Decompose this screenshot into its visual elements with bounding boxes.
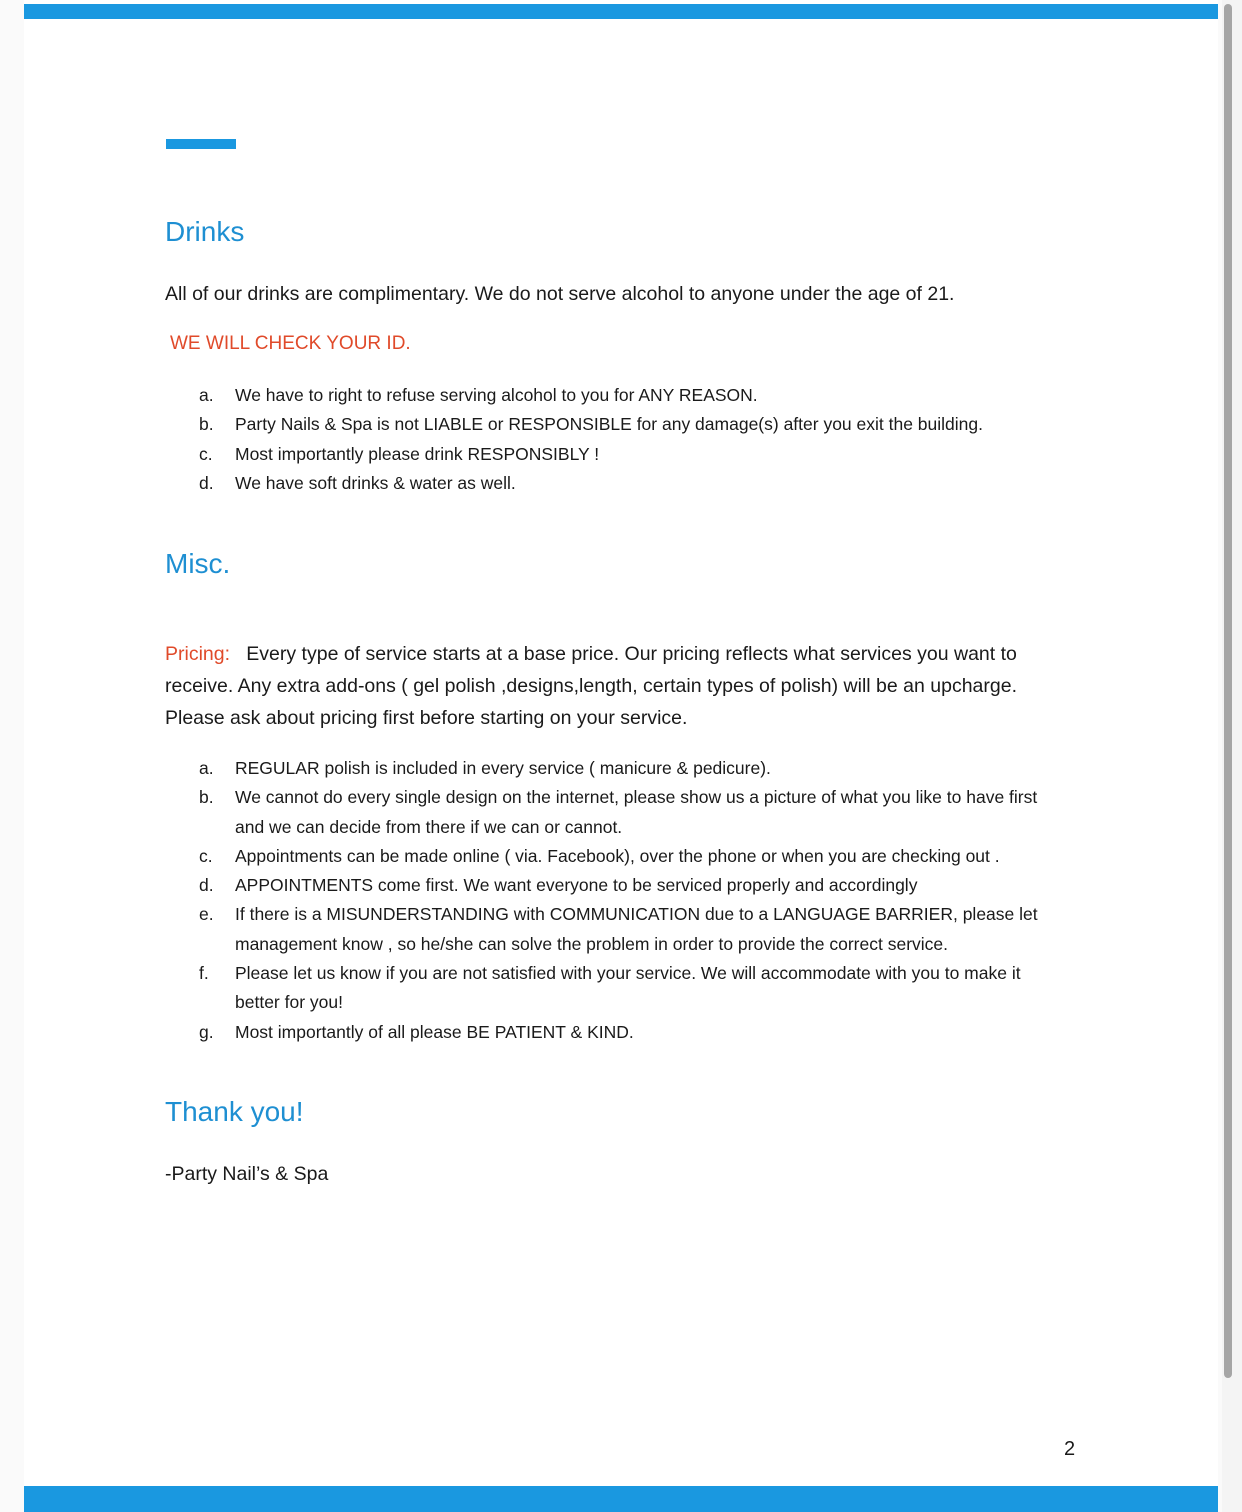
list-item-text: APPOINTMENTS come first. We want everyone to be serviced properly and accordingly	[235, 875, 918, 896]
list-item	[199, 900, 1089, 959]
list-item-text: Most importantly of all please BE PATIENT & KIND.	[235, 1021, 634, 1042]
pricing-label: Pricing:	[165, 643, 231, 665]
list-item-text: We cannot do every single design on the internet, please show us a picture of what you like to have first and we can decide from there if we can or cannot.	[235, 787, 1038, 837]
list-item-text: If there is a MISUNDERSTANDING with COMMUNICATION due to a LANGUAGE BARRIER, please let management know , so he/she can solve the problem in order to provide the correct service.	[235, 904, 1038, 954]
list-marker: f.	[199, 963, 209, 984]
list-marker: e.	[199, 904, 214, 925]
id-warning: WE WILL CHECK YOUR ID.	[170, 333, 411, 354]
list-item-text: We have to right to refuse serving alcohol to you for ANY REASON.	[235, 385, 758, 405]
list-marker: c.	[199, 845, 213, 866]
list-marker: a.	[199, 385, 214, 405]
drinks-heading: Drinks	[165, 216, 245, 247]
list-item-text: Please let us know if you are not satisfied with your service. We will accommodate with you to make it better for you!	[235, 963, 1021, 1013]
pricing-text: Every type of service starts at a base price. Our pricing reflects what services you want to receive. Any extra add-ons ( gel polish ,designs,length, certain types of polish) will be an upcharge. Please ask about pricing first before starting on your service.	[165, 643, 1017, 729]
list-item-text: REGULAR polish is included in every service ( manicure & pedicure).	[235, 758, 771, 778]
misc-list	[199, 754, 1089, 1047]
list-item	[199, 871, 1089, 900]
list-item	[199, 754, 1089, 783]
pricing-paragraph	[165, 638, 1065, 734]
list-item-text: Party Nails & Spa is not LIABLE or RESPONSIBLE for any damage(s) after you exit the building.	[235, 414, 983, 435]
list-item	[199, 410, 1089, 439]
list-item	[199, 440, 1089, 469]
list-marker: g.	[199, 1021, 214, 1042]
list-item	[199, 842, 1089, 871]
list-marker: b.	[199, 787, 214, 808]
signature: -Party Nail’s & Spa	[165, 1163, 329, 1185]
list-marker: b.	[199, 414, 214, 435]
top-accent-bar	[24, 4, 1218, 19]
list-item-text: We have soft drinks & water as well.	[235, 472, 516, 493]
list-item-text: Appointments can be made online ( via. Facebook), over the phone or when you are checking out .	[235, 845, 1000, 866]
accent-dash	[166, 139, 236, 149]
bottom-accent-bar	[24, 1486, 1218, 1512]
scrollbar-thumb[interactable]	[1224, 4, 1232, 1378]
drinks-list	[199, 381, 1089, 498]
list-item	[199, 959, 1089, 1018]
misc-heading: Misc.	[165, 548, 231, 579]
list-item-text: Most importantly please drink RESPONSIBLY !	[235, 443, 600, 464]
thank-you-heading: Thank you!	[165, 1096, 304, 1127]
list-item	[199, 1018, 1089, 1047]
list-marker: c.	[199, 443, 213, 464]
list-item	[199, 381, 1089, 410]
list-marker: d.	[199, 472, 214, 493]
list-item	[199, 469, 1089, 498]
page-number: 2	[1064, 1438, 1076, 1460]
list-marker: a.	[199, 758, 214, 778]
list-item	[199, 783, 1089, 842]
drinks-intro: All of our drinks are complimentary. We do not serve alcohol to anyone under the age of 21.	[165, 283, 955, 305]
list-marker: d.	[199, 875, 214, 896]
